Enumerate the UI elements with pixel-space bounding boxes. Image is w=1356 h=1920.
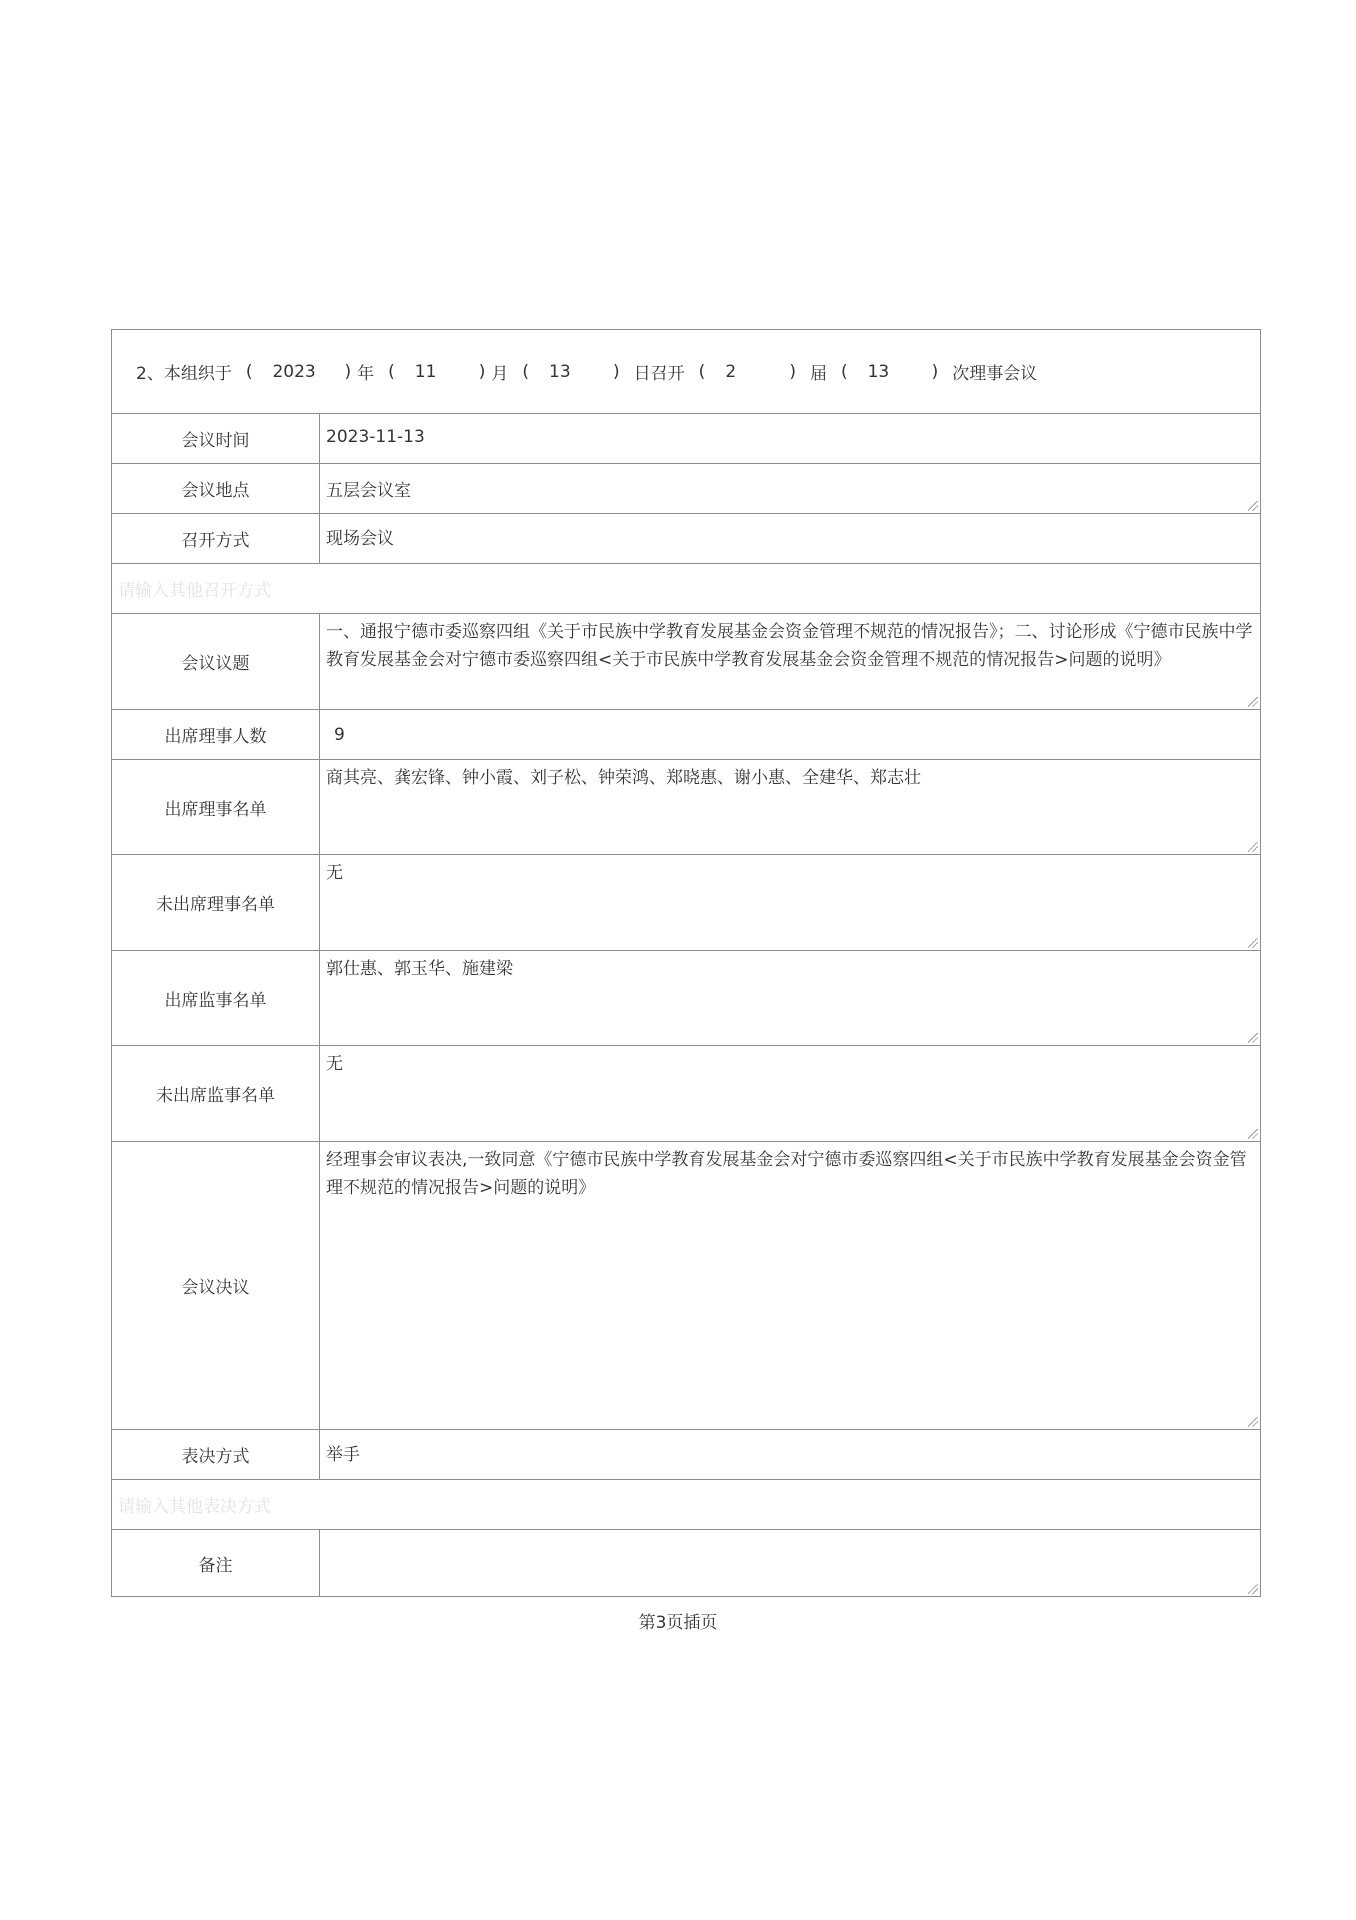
resize-handle-icon[interactable] bbox=[1248, 697, 1258, 707]
resize-handle-icon[interactable] bbox=[1248, 1584, 1258, 1594]
resize-handle-icon[interactable] bbox=[1248, 1033, 1258, 1043]
resize-handle-icon[interactable] bbox=[1248, 1417, 1258, 1427]
year-field[interactable]: 2023 bbox=[272, 361, 316, 382]
label-vote-method: 表决方式 bbox=[112, 1430, 320, 1479]
label-attend-list: 出席理事名单 bbox=[112, 760, 320, 854]
label-absent-list: 未出席理事名单 bbox=[112, 855, 320, 950]
meeting-header-line: 2、本组织于 ( 2023 ) 年 ( 11 ) 月 ( 13 ) 日召开 ( 2 ) 届 ( 13 ) 次理事会议 bbox=[112, 330, 1260, 414]
label-meeting-time: 会议时间 bbox=[112, 414, 320, 463]
resize-handle-icon[interactable] bbox=[1248, 501, 1258, 511]
year-unit: 年 bbox=[357, 364, 375, 384]
day-field[interactable]: 13 bbox=[549, 361, 571, 382]
resize-handle-icon[interactable] bbox=[1248, 1129, 1258, 1139]
month-field[interactable]: 11 bbox=[414, 361, 437, 382]
label-meeting-method: 召开方式 bbox=[112, 514, 320, 563]
meeting-method-select[interactable]: 现场会议 bbox=[326, 528, 394, 549]
resolution-textarea[interactable] bbox=[320, 1142, 1260, 1429]
meeting-location-text: 五层会议室 bbox=[326, 481, 411, 501]
remarks-textarea[interactable] bbox=[320, 1530, 1260, 1596]
meeting-time-field[interactable]: 2023-11-13 bbox=[326, 427, 425, 447]
resolution-text: 经理事会审议表决,一致同意《宁德市民族中学教育发展基金会对宁德市委巡察四组<关于市民族中学教育发展基金会资金管理不规范的情况报告>问题的说明》 bbox=[326, 1150, 1247, 1198]
label-resolution: 会议决议 bbox=[112, 1142, 320, 1429]
row-supervisor-list bbox=[112, 951, 1260, 1046]
row-attend-list bbox=[112, 760, 1260, 855]
session-unit: 届 bbox=[809, 364, 827, 384]
row-attend-count bbox=[112, 710, 1260, 760]
row-absent-supervisor-list bbox=[112, 1046, 1260, 1142]
meeting-suffix: 次理事会议 bbox=[952, 364, 1038, 384]
resize-handle-icon[interactable] bbox=[1248, 938, 1258, 948]
row-remarks bbox=[112, 1530, 1260, 1596]
month-unit: 月 bbox=[491, 364, 509, 384]
absent-supervisor-list-text: 无 bbox=[326, 1054, 343, 1074]
row-meeting-method bbox=[112, 514, 1260, 564]
meeting-location-textarea[interactable] bbox=[320, 464, 1260, 513]
meeting-topic-textarea[interactable] bbox=[320, 614, 1260, 709]
other-vote-method-input[interactable]: 请输入其他表决方式 bbox=[112, 1480, 1260, 1530]
supervisor-list-textarea[interactable] bbox=[320, 951, 1260, 1045]
resize-handle-icon[interactable] bbox=[1248, 842, 1258, 852]
absent-supervisor-list-textarea[interactable] bbox=[320, 1046, 1260, 1141]
header-prefix: 2、本组织于 bbox=[136, 364, 232, 384]
absent-list-text: 无 bbox=[326, 863, 343, 883]
attend-count-field[interactable]: 9 bbox=[334, 724, 345, 745]
meeting-number-field[interactable]: 13 bbox=[867, 361, 890, 382]
meeting-topic-text: 一、通报宁德市委巡察四组《关于市民族中学教育发展基金会资金管理不规范的情况报告》；二、讨论形成《宁德市民族中学教育发展基金会对宁德市委巡察四组<关于市民族中学教育发展基金会资金管理不规范的情况报告>问题的说明》 bbox=[326, 622, 1253, 670]
day-unit: 日召开 bbox=[633, 364, 685, 384]
session-field[interactable]: 2 bbox=[725, 361, 737, 382]
page-insert-note: 第3页插页 bbox=[638, 1613, 718, 1633]
label-remarks: 备注 bbox=[112, 1530, 320, 1596]
vote-method-select[interactable]: 举手 bbox=[326, 1444, 360, 1465]
label-attend-count: 出席理事人数 bbox=[112, 710, 320, 759]
attend-list-textarea[interactable] bbox=[320, 760, 1260, 854]
label-supervisor-list: 出席监事名单 bbox=[112, 951, 320, 1045]
row-meeting-time bbox=[112, 414, 1260, 464]
supervisor-list-text: 郭仕惠、郭玉华、施建梁 bbox=[326, 959, 513, 979]
absent-list-textarea[interactable] bbox=[320, 855, 1260, 950]
row-resolution bbox=[112, 1142, 1260, 1430]
row-meeting-location bbox=[112, 464, 1260, 514]
label-meeting-location: 会议地点 bbox=[112, 464, 320, 513]
label-absent-supervisor-list: 未出席监事名单 bbox=[112, 1046, 320, 1141]
row-vote-method bbox=[112, 1430, 1260, 1480]
attend-list-text: 商其亮、龚宏锋、钟小霞、刘子松、钟荣鸿、郑晓惠、谢小惠、全建华、郑志壮 bbox=[326, 768, 921, 788]
label-meeting-topic: 会议议题 bbox=[112, 614, 320, 709]
meeting-record-form bbox=[111, 329, 1261, 1597]
row-absent-list bbox=[112, 855, 1260, 951]
other-method-input[interactable]: 请输入其他召开方式 bbox=[112, 564, 1260, 614]
row-meeting-topic bbox=[112, 614, 1260, 710]
